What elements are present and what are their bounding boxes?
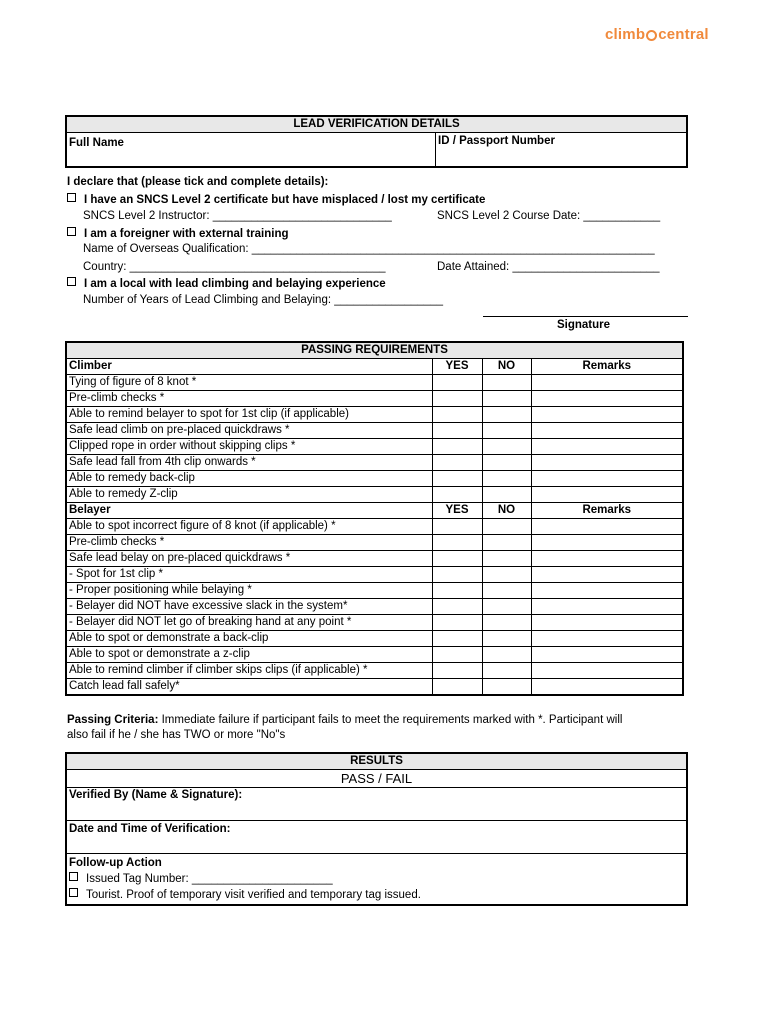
requirement-row [66, 663, 683, 679]
remarks-cell[interactable] [531, 487, 683, 503]
yes-cell[interactable] [432, 631, 482, 647]
yes-cell[interactable] [432, 679, 482, 696]
requirement-label: Clipped rope in order without skipping clips * [66, 439, 432, 455]
issued-tag-option[interactable] [69, 871, 684, 887]
issued-tag-label: Issued Tag Number: ______________________ [86, 873, 333, 885]
passing-criteria-text-2: also fail if he / she has TWO or more "No"s [67, 729, 286, 741]
remarks-cell[interactable] [531, 647, 683, 663]
no-cell[interactable] [482, 567, 531, 583]
follow-up-section [67, 854, 686, 904]
yes-column-header: YES [432, 503, 482, 519]
remarks-cell[interactable] [531, 615, 683, 631]
checkbox-tag-icon[interactable] [69, 872, 78, 881]
requirement-row [66, 679, 683, 696]
no-cell[interactable] [482, 455, 531, 471]
remarks-cell[interactable] [531, 423, 683, 439]
yes-cell[interactable] [432, 391, 482, 407]
checkbox-sncs-icon[interactable] [67, 193, 76, 202]
requirement-label: Able to remedy Z-clip [66, 487, 432, 503]
no-cell[interactable] [482, 615, 531, 631]
requirement-label: Pre-climb checks * [66, 391, 432, 407]
no-cell[interactable] [482, 439, 531, 455]
requirement-row [66, 487, 683, 503]
results-title: RESULTS [67, 754, 686, 770]
yes-cell[interactable] [432, 455, 482, 471]
full-name-label: Full Name [69, 137, 124, 149]
no-cell[interactable] [482, 679, 531, 696]
option-sncs-label: I have an SNCS Level 2 certificate but have misplaced / lost my certificate [84, 194, 486, 206]
remarks-cell[interactable] [531, 535, 683, 551]
remarks-cell[interactable] [531, 407, 683, 423]
remarks-cell[interactable] [531, 599, 683, 615]
remarks-cell[interactable] [531, 471, 683, 487]
remarks-column-header: Remarks [531, 359, 683, 375]
no-cell[interactable] [482, 599, 531, 615]
logo-text-left: climb [605, 26, 646, 43]
requirement-row [66, 583, 683, 599]
requirement-label: Able to remind climber if climber skips clips (if applicable) * [66, 663, 432, 679]
no-cell[interactable] [482, 663, 531, 679]
requirement-label: Safe lead climb on pre-placed quickdraws * [66, 423, 432, 439]
yes-cell[interactable] [432, 439, 482, 455]
yes-cell[interactable] [432, 567, 482, 583]
follow-up-label: Follow-up Action [69, 857, 162, 869]
no-cell[interactable] [482, 519, 531, 535]
yes-cell[interactable] [432, 647, 482, 663]
yes-cell[interactable] [432, 615, 482, 631]
option-local[interactable] [67, 277, 386, 290]
requirement-row [66, 519, 683, 535]
option-foreigner-label: I am a foreigner with external training [84, 228, 289, 240]
climber-header-row [66, 359, 683, 375]
no-cell[interactable] [482, 583, 531, 599]
remarks-cell[interactable] [531, 375, 683, 391]
verification-date-field[interactable] [67, 821, 686, 854]
declaration-heading: I declare that (please tick and complete details): [67, 176, 329, 188]
signature-line[interactable] [483, 316, 688, 317]
requirement-label: Able to spot or demonstrate a back-clip [66, 631, 432, 647]
country-field[interactable]: Country: ________________________________________ [83, 261, 386, 273]
requirement-label: - Belayer did NOT let go of breaking hand at any point * [66, 615, 432, 631]
requirement-label: Able to remedy back-clip [66, 471, 432, 487]
no-cell[interactable] [482, 471, 531, 487]
yes-cell[interactable] [432, 471, 482, 487]
requirement-row [66, 407, 683, 423]
checkbox-foreigner-icon[interactable] [67, 227, 76, 236]
date-attained-field[interactable]: Date Attained: _______________________ [437, 261, 660, 273]
passing-criteria-label: Passing Criteria: [67, 714, 159, 726]
climber-section-label: Climber [66, 359, 432, 375]
checkbox-tourist-icon[interactable] [69, 888, 78, 897]
belayer-section-label: Belayer [66, 503, 432, 519]
no-cell[interactable] [482, 631, 531, 647]
requirement-label: Catch lead fall safely* [66, 679, 432, 696]
requirement-row [66, 567, 683, 583]
remarks-cell[interactable] [531, 439, 683, 455]
remarks-cell[interactable] [531, 567, 683, 583]
verified-by-label: Verified By (Name & Signature): [69, 789, 243, 801]
requirement-row [66, 615, 683, 631]
no-cell[interactable] [482, 551, 531, 567]
yes-cell[interactable] [432, 423, 482, 439]
requirement-row [66, 631, 683, 647]
yes-cell[interactable] [432, 407, 482, 423]
requirement-row [66, 439, 683, 455]
option-local-label: I am a local with lead climbing and belaying experience [84, 278, 386, 290]
requirement-row [66, 423, 683, 439]
requirement-label: - Spot for 1st clip * [66, 567, 432, 583]
logo-c-mark-icon [646, 30, 657, 41]
passing-requirements-table [65, 341, 684, 696]
id-passport-label: ID / Passport Number [438, 135, 555, 147]
remarks-cell[interactable] [531, 583, 683, 599]
signature-label: Signature [557, 319, 611, 331]
requirement-label: Able to remind belayer to spot for 1st clip (if applicable) [66, 407, 432, 423]
option-sncs-certificate[interactable] [67, 193, 485, 206]
yes-cell[interactable] [432, 663, 482, 679]
remarks-cell[interactable] [531, 551, 683, 567]
yes-cell[interactable] [432, 375, 482, 391]
no-cell[interactable] [482, 535, 531, 551]
no-cell[interactable] [482, 391, 531, 407]
requirement-row [66, 599, 683, 615]
no-cell[interactable] [482, 375, 531, 391]
requirement-row [66, 535, 683, 551]
lead-verification-title: LEAD VERIFICATION DETAILS [67, 117, 686, 133]
overseas-qualification-field[interactable]: Name of Overseas Qualification: _______________________________________________________________ [83, 243, 655, 255]
remarks-cell[interactable] [531, 631, 683, 647]
yes-cell[interactable] [432, 551, 482, 567]
yes-cell[interactable] [432, 583, 482, 599]
yes-cell[interactable] [432, 599, 482, 615]
yes-cell[interactable] [432, 487, 482, 503]
remarks-cell[interactable] [531, 455, 683, 471]
requirements-title: PASSING REQUIREMENTS [66, 342, 683, 359]
full-name-field[interactable] [67, 133, 436, 166]
requirement-label: Able to spot incorrect figure of 8 knot (if applicable) * [66, 519, 432, 535]
verified-by-field[interactable] [67, 788, 686, 821]
requirement-label: Tying of figure of 8 knot * [66, 375, 432, 391]
no-column-header: NO [482, 359, 531, 375]
requirement-row [66, 375, 683, 391]
requirement-label: Able to spot or demonstrate a z-clip [66, 647, 432, 663]
id-passport-field[interactable] [436, 133, 686, 166]
climb-central-logo [605, 26, 709, 43]
option-foreigner[interactable] [67, 227, 289, 240]
logo-text-right: central [658, 26, 709, 43]
years-experience-field[interactable]: Number of Years of Lead Climbing and Belaying: _________________ [83, 294, 443, 306]
no-cell[interactable] [482, 423, 531, 439]
remarks-cell[interactable] [531, 519, 683, 535]
yes-column-header: YES [432, 359, 482, 375]
passing-criteria-text-1: Immediate failure if participant fails to meet the requirements marked with *. Participant will [158, 714, 623, 726]
requirement-row [66, 471, 683, 487]
requirement-label: - Proper positioning while belaying * [66, 583, 432, 599]
belayer-header-row [66, 503, 683, 519]
remarks-cell[interactable] [531, 391, 683, 407]
tourist-option[interactable] [69, 887, 684, 903]
pass-fail-selector[interactable]: PASS / FAIL [67, 770, 686, 788]
checkbox-local-icon[interactable] [67, 277, 76, 286]
tourist-label: Tourist. Proof of temporary visit verified and temporary tag issued. [86, 889, 421, 901]
verification-date-label: Date and Time of Verification: [69, 823, 231, 835]
no-cell[interactable] [482, 407, 531, 423]
passing-criteria-line-1 [67, 714, 622, 726]
requirements-title-row [66, 342, 683, 359]
no-column-header: NO [482, 503, 531, 519]
sncs-instructor-field[interactable]: SNCS Level 2 Instructor: ____________________________ [83, 210, 392, 222]
yes-cell[interactable] [432, 519, 482, 535]
requirement-label: - Belayer did NOT have excessive slack in the system* [66, 599, 432, 615]
requirement-row [66, 551, 683, 567]
remarks-column-header: Remarks [531, 503, 683, 519]
requirement-label: Safe lead fall from 4th clip onwards * [66, 455, 432, 471]
lead-verification-box [65, 115, 688, 168]
requirement-label: Safe lead belay on pre-placed quickdraws * [66, 551, 432, 567]
no-cell[interactable] [482, 487, 531, 503]
no-cell[interactable] [482, 647, 531, 663]
requirement-row [66, 647, 683, 663]
requirement-label: Pre-climb checks * [66, 535, 432, 551]
sncs-course-date-field[interactable]: SNCS Level 2 Course Date: ____________ [437, 210, 661, 222]
requirement-row [66, 455, 683, 471]
remarks-cell[interactable] [531, 679, 683, 696]
requirement-row [66, 391, 683, 407]
results-box [65, 752, 688, 906]
remarks-cell[interactable] [531, 663, 683, 679]
yes-cell[interactable] [432, 535, 482, 551]
